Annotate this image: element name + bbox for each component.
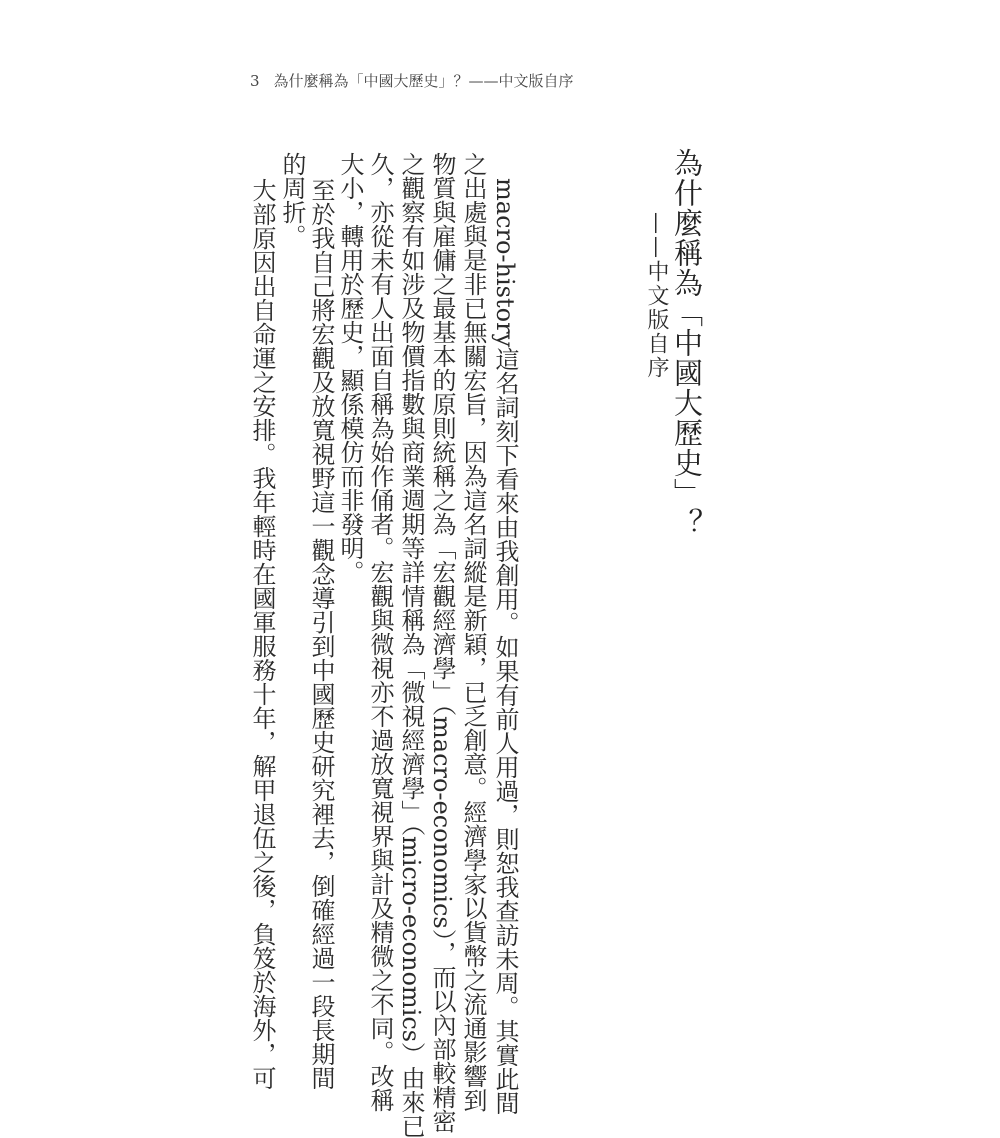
chapter-subtitle: ——中文版自序 xyxy=(644,212,669,380)
text-column: 至於我自己將宏觀及放寬視野這一觀念導引到中國歷史研究裡去，倒確經過一段長期間 xyxy=(307,178,335,1090)
text-column: 物質與雇傭之最基本的原則統稱之為「宏觀經濟學」（macro-economics），而以內部較精密 xyxy=(428,152,456,1133)
text-column: 之出處與是非已無關宏旨，因為這名詞縱是新穎，已乏創意。經濟學家以貨幣之流通影響到 xyxy=(459,152,487,1112)
running-header xyxy=(250,70,574,91)
text-column: macro-history這名詞刻下看來由我創用。如果有前人用過，則恕我查訪未周。其實此間 xyxy=(491,178,519,1116)
text-column: 大小，轉用於歷史，顯係模仿而非發明。 xyxy=(336,152,364,584)
text-column: 的周折。 xyxy=(278,152,306,248)
text-column: 之觀察有如涉及物價指數與商業週期等詳情稱為「微視經濟學」（micro-economics）由來已 xyxy=(397,152,425,1138)
chapter-title: 為什麼稱為「中國大歷史」？ xyxy=(670,148,704,538)
text-column: 大部原因出自命運之安排。我年輕時在國軍服務十年，解甲退伍之後，負笈於海外，可 xyxy=(248,178,276,1090)
running-title: 為什麼稱為「中國大歷史」？——中文版自序 xyxy=(273,72,574,90)
text-column: 久，亦從未有人出面自稱為始作俑者。宏觀與微視亦不過放寬視界與計及精微之不同。改稱 xyxy=(366,152,394,1112)
page-number: 3 xyxy=(250,72,260,90)
